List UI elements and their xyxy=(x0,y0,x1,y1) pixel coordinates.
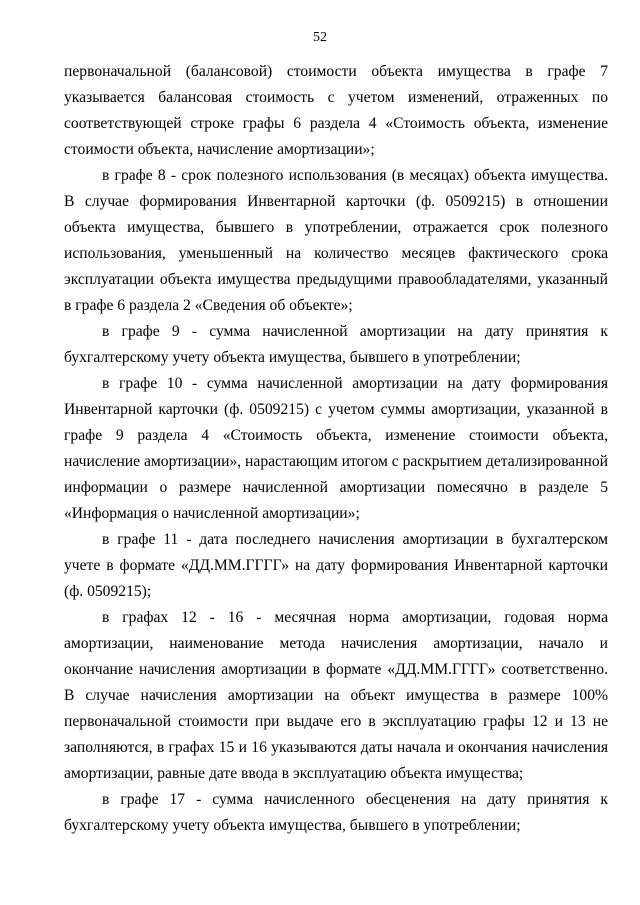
paragraph-columns-12-16: в графах 12 - 16 - месячная норма амортизации, годовая норма амортизации, наименование метода начисления амортизации, начало и окончание начисления амортизации в формате «ДД.ММ.ГГГГ» соответственно. В случае начисления амортизации на объект имущества в размере 100% первоначальной стоимости при выдаче его в эксплуатацию графы 12 и 13 не заполняются, в графах 15 и 16 указываются даты начала и окончания начисления амортизации, равные дате ввода в эксплуатацию объекта имущества; xyxy=(64,609,608,782)
paragraph-column-10: в графе 10 - сумма начисленной амортизации на дату формирования Инвентарной карточки (ф. 0509215) с учетом суммы амортизации, указанной в графе 9 раздела 4 «Стоимость объекта, изменение стоимости объекта, начисление амортизации», нарастающим итогом с раскрытием детализированной информации о размере начисленной амортизации помесячно в разделе 5 «Информация о начисленной амортизации»; xyxy=(64,375,608,522)
document-body xyxy=(64,59,608,839)
paragraph-column-8: в графе 8 - срок полезного использования (в месяцах) объекта имущества. В случае формирования Инвентарной карточки (ф. 0509215) в отношении объекта имущества, бывшего в употреблении, отражается срок полезного использования, уменьшенный на количество месяцев фактического срока эксплуатации объекта имущества предыдущими правообладателями, указанный в графе 6 раздела 2 «Сведения об объекте»; xyxy=(64,167,608,314)
paragraph-column-11: в графе 11 - дата последнего начисления амортизации в бухгалтерском учете в формате «ДД.ММ.ГГГГ» на дату формирования Инвентарной карточки (ф. 0509215); xyxy=(64,531,608,600)
paragraph-column-9: в графе 9 - сумма начисленной амортизации на дату принятия к бухгалтерскому учету объекта имущества, бывшего в употреблении; xyxy=(64,323,608,366)
paragraph-column-17: в графе 17 - сумма начисленного обесценения на дату принятия к бухгалтерскому учету объекта имущества, бывшего в употреблении; xyxy=(64,791,608,834)
page-number: 52 xyxy=(313,30,327,45)
paragraph-1-continuation: первоначальной (балансовой) стоимости объекта имущества в графе 7 указывается балансовая стоимость с учетом изменений, отраженных по соответствующей строке графы 6 раздела 4 «Стоимость объекта, изменение стоимости объекта, начисление амортизации»; xyxy=(64,63,608,158)
